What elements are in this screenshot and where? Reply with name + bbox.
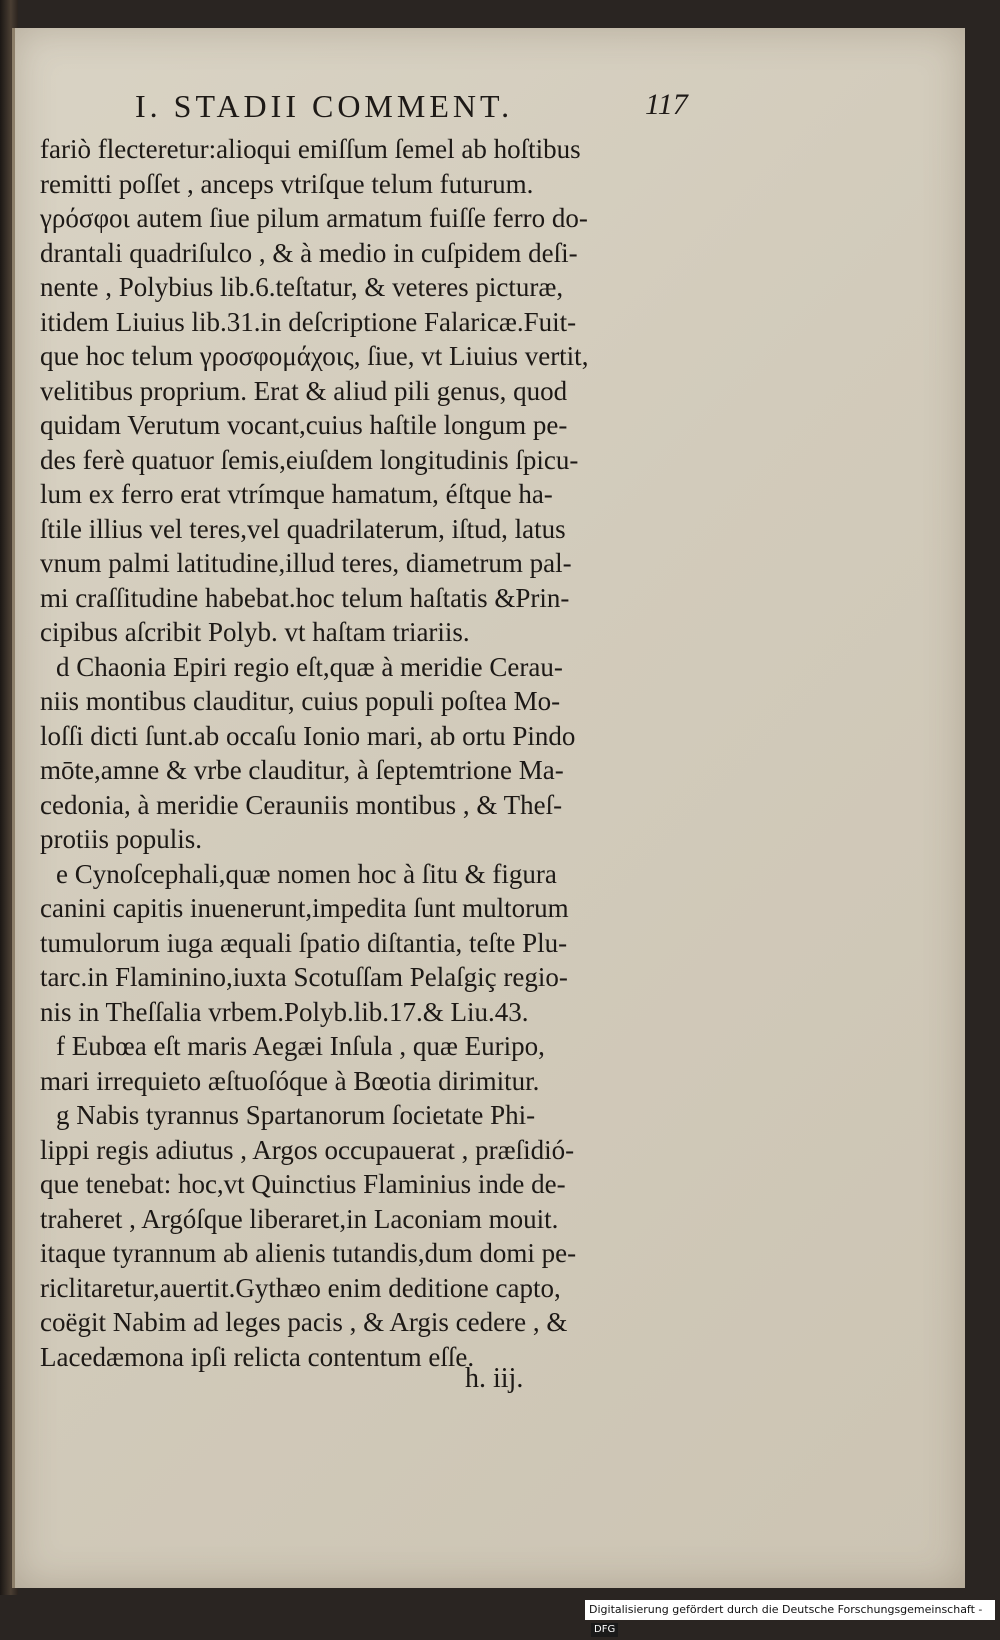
text-line: mōte,amne & vrbe clauditur, à ſeptemtrione Ma- [40,755,564,785]
body-text [40,132,680,1374]
text-line: que hoc telum γροσφομάχοις, ſiue, vt Liuius vertit, [40,341,589,371]
text-line: des ferè quatuor ſemis,eiuſdem longitudinis ſpicu- [40,444,579,475]
text-line: niis montibus clauditur, cuius populi poſtea Mo- [40,686,561,716]
text-line: que tenebat: hoc,vt Quinctius Flaminius inde de- [40,1169,566,1199]
text-line: remitti poſſet , anceps vtriſque telum futurum. [40,168,534,199]
text-line: cipibus aſcribit Polyb. vt haſtam triariis. [40,617,470,647]
text-line: γρόσφοι autem ſiue pilum armatum fuiſſe ferro do- [40,203,588,233]
text-line: coëgit Nabim ad leges pacis , & Argis cedere , & [40,1307,568,1337]
text-line: tarc.in Flaminino,iuxta Scotuſſam Pelaſgiç regio- [40,962,568,992]
credit-text: Digitalisierung gefördert durch die Deutsche Forschungsgemeinschaft - [589,1603,983,1616]
text-line: traheret , Argóſque liberaret,in Laconiam mouit. [40,1203,559,1234]
text-line: itaque tyrannum ab alienis tutandis,dum domi pe- [40,1238,577,1268]
text-line: tumulorum iuga æquali ſpatio diſtantia, teſte Plu- [40,927,568,958]
dfg-logo: DFG [591,1623,618,1637]
text-line: Lacedæmona ipſi relicta contentum eſſe. [40,1341,475,1372]
text-line: protiis populis. [40,824,203,854]
page-header [135,88,695,128]
text-line: cedonia, à meridie Cerauniis montibus , & Theſ- [40,789,563,820]
signature-mark: h. iij. [465,1363,524,1394]
text-line: lum ex ferro erat vtrímque hamatum, éſtque ha- [40,479,553,509]
text-line: quidam Verutum vocant,cuius haſtile longum pe- [40,410,568,440]
note-g-start: g Nabis tyrannus Spartanorum ſocietate Phi- [56,1100,536,1130]
text-line: mari irrequieto æſtuoſóque à Bœotia dirimitur. [40,1065,540,1096]
note-d-start: d Chaonia Epiri regio eſt,quæ à meridie Cerau- [56,651,563,682]
text-line: ſtile illius vel teres,vel quadrilaterum, iſtud, latus [40,513,566,544]
text-line: nente , Polybius lib.6.teſtatur, & veteres picturæ, [40,272,564,302]
text-line: fariò flecteretur:alioqui emiſſum ſemel ab hoſtibus [40,134,581,164]
text-line: vnum palmi latitudine,illud teres, diametrum pal- [40,548,572,578]
text-line: nis in Theſſalia vrbem.Polyb.lib.17.& Liu.43. [40,996,529,1027]
text-line: canini capitis inuenerunt,impedita ſunt multorum [40,893,569,923]
running-head: I. STADII COMMENT. [135,88,514,124]
text-line: lippi regis adiutus , Argos occupauerat , præſidió- [40,1134,575,1165]
text-line: drantali quadriſulco , & à medio in cuſpidem deſi- [40,237,578,268]
digitization-credit [585,1600,995,1635]
page-number: 117 [645,88,688,121]
text-line: mi craſſitudine habebat.hoc telum haſtatis &Prin- [40,582,570,613]
text-line: velitibus proprium. Erat & aliud pili genus, quod [40,375,568,406]
note-e-start: e Cynoſcephali,quæ nomen hoc à ſitu & figura [56,858,557,889]
note-f-start: f Eubœa eſt maris Aegæi Inſula , quæ Euripo, [56,1031,545,1061]
text-line: itidem Liuius lib.31.in deſcriptione Falaricæ.Fuit- [40,306,577,337]
text-line: riclitaretur,auertit.Gythæo enim deditione capto, [40,1272,561,1303]
text-line: loſſi dicti ſunt.ab occaſu Ionio mari, ab ortu Pindo [40,720,576,751]
